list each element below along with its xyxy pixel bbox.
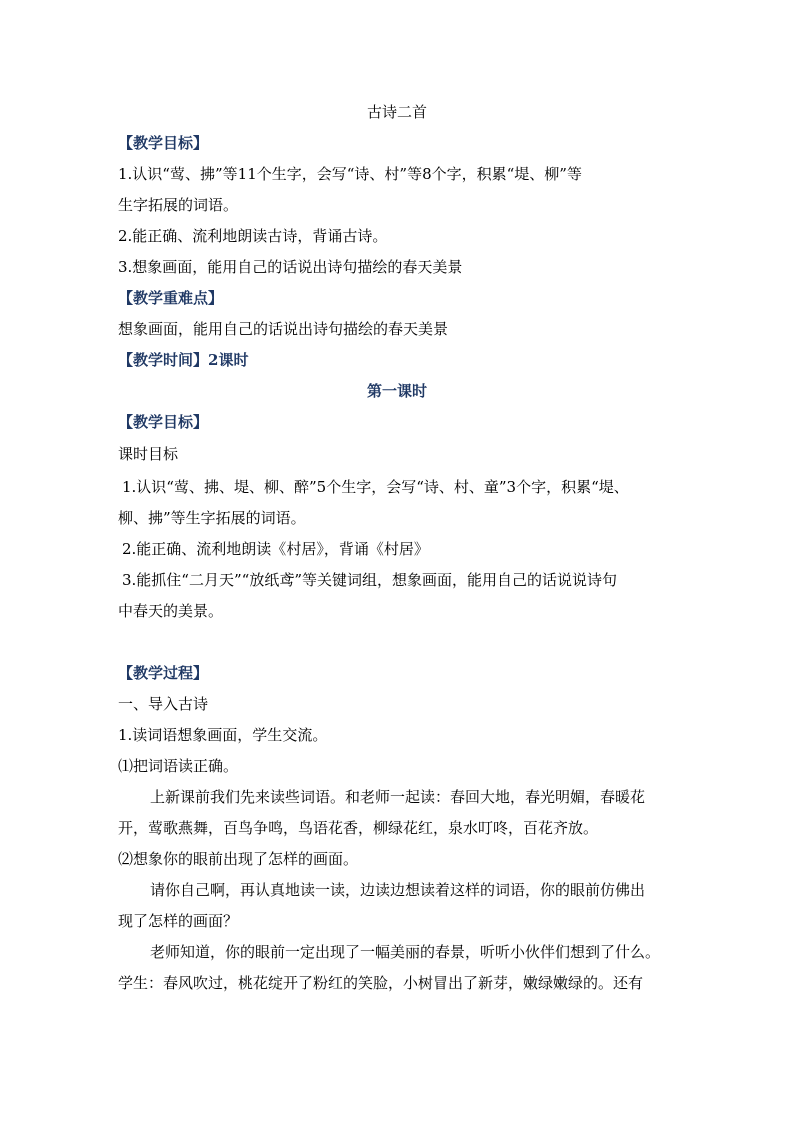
process-paragraph-1a: 上新课前我们先来读些词语。和老师一起读：春回大地，春光明媚，春暖花 xyxy=(150,788,646,806)
key-points-heading: 【教学重难点】 xyxy=(118,289,224,307)
teaching-time-heading: 【教学时间】2课时 xyxy=(118,351,249,369)
process-section-1: 一、导入古诗 xyxy=(118,695,209,713)
lesson-objectives-heading: 【教学目标】 xyxy=(118,413,209,431)
process-paragraph-1b: 开，莺歌燕舞，百鸟争鸣，鸟语花香，柳绿花红，泉水叮咚，百花齐放。 xyxy=(118,819,599,837)
process-sub-1: ⑴把词语读正确。 xyxy=(118,757,239,775)
lesson-goal-label: 课时目标 xyxy=(118,445,179,463)
process-paragraph-2b: 现了怎样的画面？ xyxy=(118,912,239,930)
lesson-objective-line-3: 2.能正确、流利地朗读《村居》，背诵《村居》 xyxy=(122,540,429,558)
objective-line-1: 1.认识“莺、拂”等11个生字，会写“诗、村”等8个字，积累“堤、柳”等 xyxy=(118,165,582,183)
process-step-1: 1.读词语想象画面，学生交流。 xyxy=(118,726,328,744)
lesson-title: 第一课时 xyxy=(366,382,427,400)
objective-line-4: 3.想象画面，能用自己的话说出诗句描绘的春天美景 xyxy=(118,258,463,276)
lesson-objective-line-1: 1.认识“莺、拂、堤、柳、醉”5个生字，会写“诗、村、童”3个字，积累“堤、 xyxy=(122,478,629,496)
objective-line-3: 2.能正确、流利地朗读古诗，背诵古诗。 xyxy=(118,227,388,245)
process-paragraph-2a: 请你自己啊，再认真地读一读，边读边想读着这样的词语，你的眼前仿佛出 xyxy=(150,881,646,899)
key-points-text: 想象画面，能用自己的话说出诗句描绘的春天美景 xyxy=(118,320,449,338)
process-paragraph-4: 学生：春风吹过，桃花绽开了粉红的笑脸，小树冒出了新芽，嫩绿嫩绿的。还有 xyxy=(118,974,644,992)
lesson-objective-line-2: 柳、拂”等生字拓展的词语。 xyxy=(118,509,306,527)
objectives-heading: 【教学目标】 xyxy=(118,134,209,152)
process-paragraph-3: 老师知道，你的眼前一定出现了一幅美丽的春景，听听小伙伴们想到了什么。 xyxy=(150,943,661,961)
process-heading: 【教学过程】 xyxy=(118,664,209,682)
lesson-objective-line-5: 中春天的美景。 xyxy=(118,602,224,620)
process-sub-2: ⑵想象你的眼前出现了怎样的画面。 xyxy=(118,850,359,868)
document-title: 古诗二首 xyxy=(366,103,427,121)
lesson-objective-line-4: 3.能抓住“二月天”“放纸鸢”等关键词组，想象画面，能用自己的话说说诗句 xyxy=(122,571,617,589)
objective-line-2: 生字拓展的词语。 xyxy=(118,196,239,214)
